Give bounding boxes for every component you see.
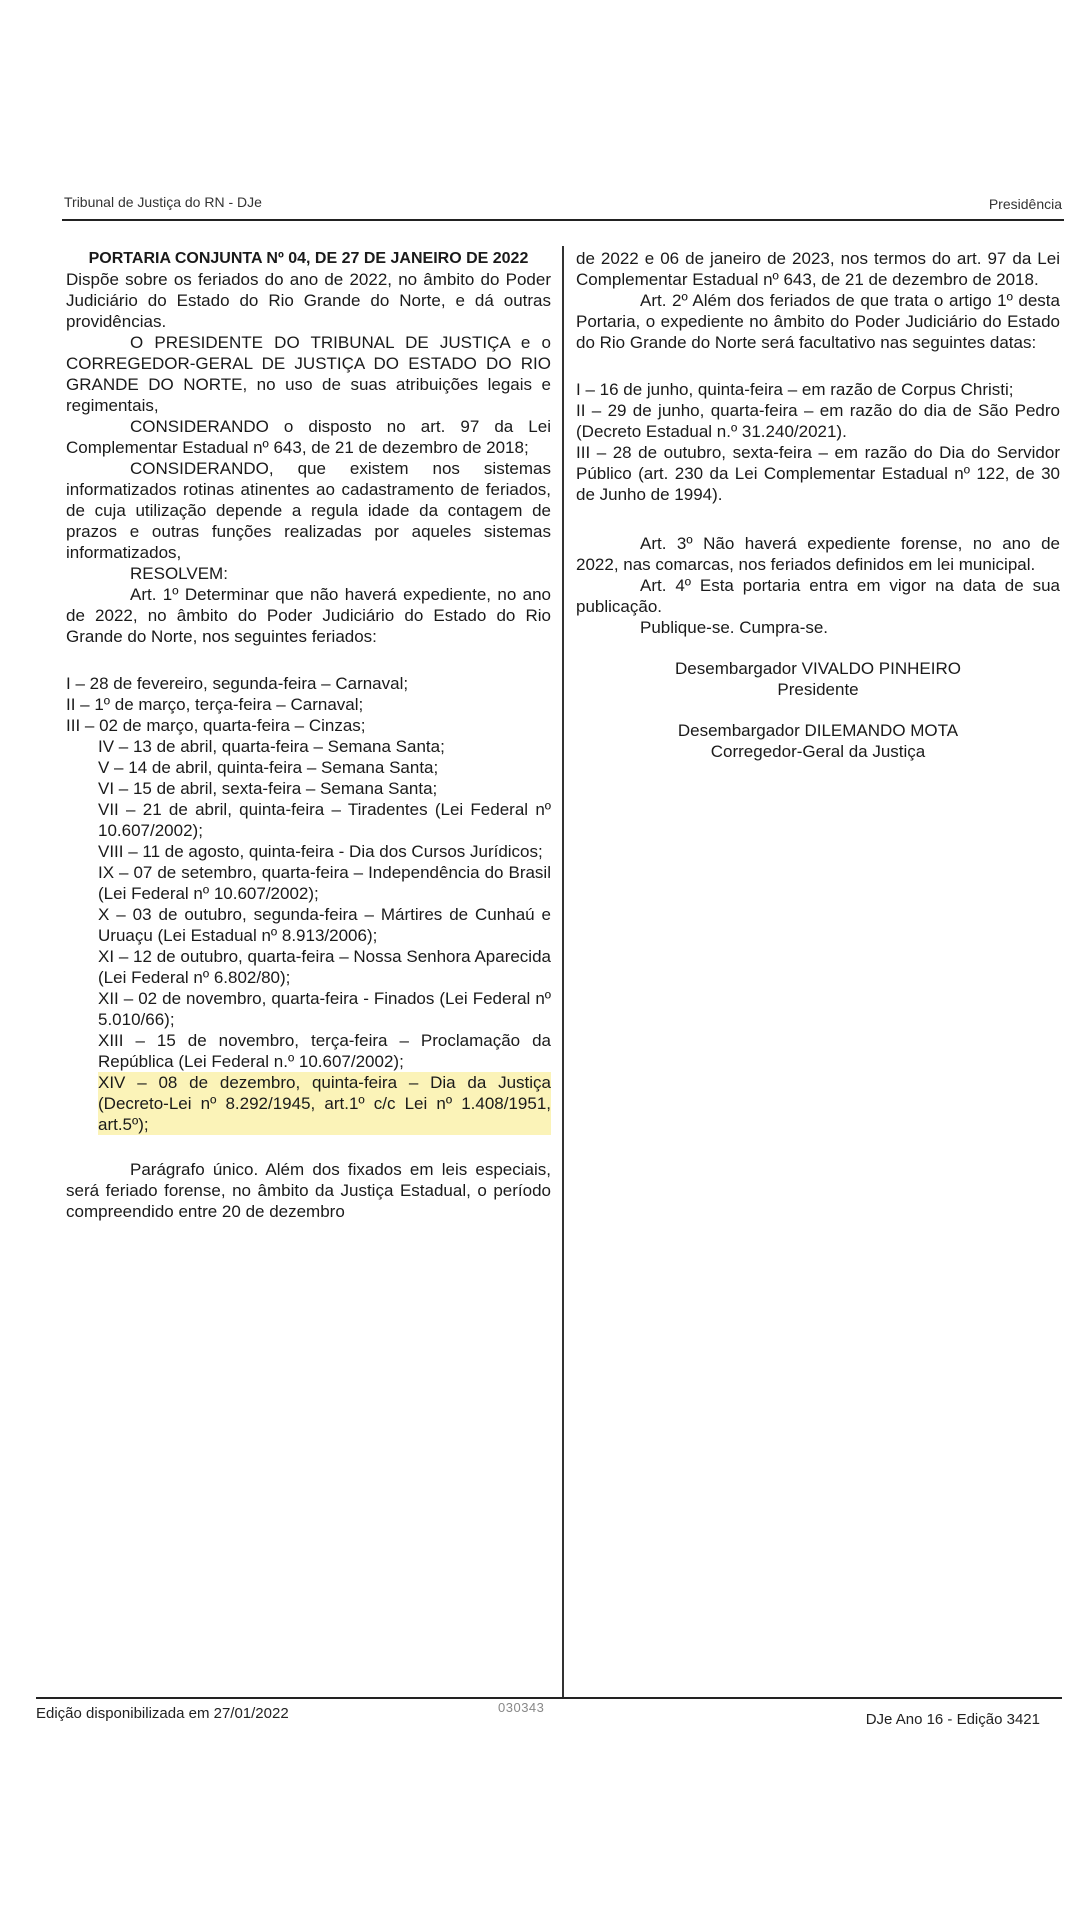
column-divider — [562, 246, 564, 1698]
resolvem: RESOLVEM: — [130, 564, 228, 583]
optional-date-item: I – 16 de junho, quinta-feira – em razão de Corpus Christi; — [576, 380, 1014, 399]
holiday-item: VII – 21 de abril, quinta-feira – Tiradentes (Lei Federal nº 10.607/2002); — [98, 800, 551, 840]
closing: Publique-se. Cumpra-se. — [640, 618, 829, 637]
signature-block-2 — [576, 720, 1060, 762]
holiday-item: IV – 13 de abril, quarta-feira – Semana Santa; — [98, 737, 445, 756]
signature-block-1 — [576, 658, 1060, 700]
footer-document-code: 030343 — [498, 1700, 545, 1715]
holiday-item: V – 14 de abril, quinta-feira – Semana Santa; — [98, 758, 439, 777]
paragrafo-unico: Parágrafo único. Além dos fixados em leis especiais, será feriado forense, no âmbito da Justiça Estadual, o período compreendido entre 20 de dezembro — [66, 1160, 551, 1221]
holiday-item: XIII – 15 de novembro, terça-feira – Proclamação da República (Lei Federal n.º 10.607/2002); — [98, 1031, 551, 1071]
signatory-role: Presidente — [777, 680, 859, 699]
holiday-item-highlighted: XIV – 08 de dezembro, quinta-feira – Dia da Justiça (Decreto-Lei nº 8.292/1945, art.1º c/c Lei nº 1.408/1951, art.5º); — [98, 1073, 551, 1134]
optional-date-item: III – 28 de outubro, sexta-feira – em razão do Dia do Servidor Público (art. 230 da Lei Complementar Estadual nº 122, de 30 de Junho de 1994). — [576, 443, 1060, 504]
article-2: Art. 2º Além dos feriados de que trata o artigo 1º desta Portaria, o expediente no âmbito do Poder Judiciário do Estado do Rio Grande do Norte será facultativo nas seguintes datas: — [576, 291, 1060, 352]
holiday-list — [66, 673, 551, 1135]
article-1: Art. 1º Determinar que não haverá expediente, no ano de 2022, no âmbito do Poder Judiciário do Estado do Rio Grande do Norte, nos seguintes feriados: — [66, 585, 551, 646]
left-column — [66, 248, 551, 1222]
holiday-item: XII – 02 de novembro, quarta-feira - Finados (Lei Federal nº 5.010/66); — [98, 989, 551, 1029]
considerando-1: CONSIDERANDO o disposto no art. 97 da Lei Complementar Estadual nº 643, de 21 de dezembro de 2018; — [66, 417, 551, 457]
signatory-name: Desembargador VIVALDO PINHEIRO — [675, 659, 961, 678]
continuation-text: de 2022 e 06 de janeiro de 2023, nos termos do art. 97 da Lei Complementar Estadual nº 643, de 21 de dezembro de 2018. — [576, 249, 1060, 289]
holiday-item: VI – 15 de abril, sexta-feira – Semana Santa; — [98, 779, 438, 798]
considerando-2: CONSIDERANDO, que existem nos sistemas informatizados rotinas atinentes ao cadastramento de feriados, de cuja utilização depende a regula idade da contagem de prazos e outras funções realizadas por aqueles sistemas informatizados, — [66, 459, 551, 562]
holiday-item: XI – 12 de outubro, quarta-feira – Nossa Senhora Aparecida (Lei Federal nº 6.802/80); — [98, 947, 551, 987]
holiday-item: VIII – 11 de agosto, quinta-feira - Dia dos Cursos Jurídicos; — [98, 842, 543, 861]
holiday-item: III – 02 de março, quarta-feira – Cinzas; — [66, 716, 366, 735]
footer-edition-number: DJe Ano 16 - Edição 3421 — [865, 1711, 1040, 1728]
optional-date-item: II – 29 de junho, quarta-feira – em razão do dia de São Pedro (Decreto Estadual n.º 31.240/2021). — [576, 401, 1060, 441]
header-journal-name: Tribunal de Justiça do RN - DJe — [64, 194, 262, 210]
article-4: Art. 4º Esta portaria entra em vigor na data de sua publicação. — [576, 576, 1060, 616]
header-rule — [62, 219, 1064, 221]
holiday-item: II – 1º de março, terça-feira – Carnaval; — [66, 695, 364, 714]
document-title: PORTARIA CONJUNTA Nº 04, DE 27 DE JANEIRO DE 2022 — [88, 250, 529, 267]
signatory-name: Desembargador DILEMANDO MOTA — [677, 721, 959, 740]
right-column — [576, 248, 1060, 762]
footer-edition-date: Edição disponibilizada em 27/01/2022 — [36, 1705, 289, 1722]
holiday-item: I – 28 de fevereiro, segunda-feira – Carnaval; — [66, 674, 409, 693]
ementa: Dispõe sobre os feriados do ano de 2022, no âmbito do Poder Judiciário do Estado do Rio Grande do Norte, e dá outras providências. — [66, 270, 551, 331]
holiday-item: X – 03 de outubro, segunda-feira – Mártires de Cunhaú e Uruaçu (Lei Estadual nº 8.913/2006); — [98, 905, 551, 945]
header-section: Presidência — [988, 196, 1062, 212]
optional-dates-list — [576, 379, 1060, 505]
signatory-role: Corregedor-Geral da Justiça — [710, 742, 926, 761]
holiday-item: IX – 07 de setembro, quarta-feira – Independência do Brasil (Lei Federal nº 10.607/2002); — [98, 863, 551, 903]
preamble: O PRESIDENTE DO TRIBUNAL DE JUSTIÇA e o CORREGEDOR-GERAL DE JUSTIÇA DO ESTADO DO RIO GRANDE DO NORTE, no uso de suas atribuições legais e regimentais, — [66, 333, 551, 415]
footer-rule — [36, 1697, 1062, 1699]
article-3: Art. 3º Não haverá expediente forense, no ano de 2022, nas comarcas, nos feriados definidos em lei municipal. — [576, 534, 1060, 574]
